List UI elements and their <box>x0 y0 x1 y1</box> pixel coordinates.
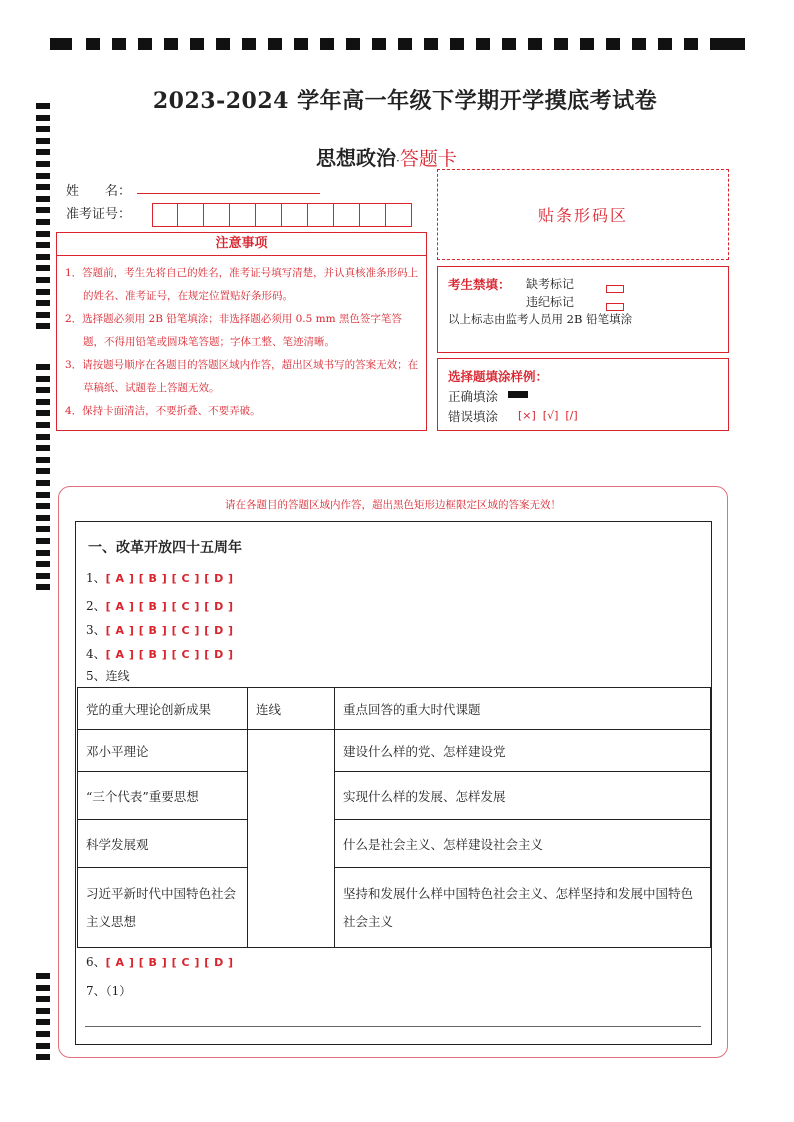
sample-title: 选择题填涂样例： <box>448 369 549 384</box>
topic-cell: 实现什么样的发展、怎样发展 <box>335 772 711 820</box>
id-box[interactable] <box>386 203 412 227</box>
question-number: 1、 <box>86 571 106 585</box>
choice-options[interactable]: [ A ] [ B ] [ C ] [ D ] <box>105 648 234 661</box>
timing-mark <box>36 985 50 991</box>
timing-mark <box>36 445 50 451</box>
timing-mark <box>36 515 50 521</box>
timing-mark <box>36 219 50 225</box>
theory-cell: 科学发展观 <box>78 820 248 868</box>
table-row <box>78 772 711 820</box>
timing-mark <box>36 503 50 509</box>
timing-mark <box>36 434 50 440</box>
question-5-label: 5、连线 <box>86 669 130 683</box>
table-row <box>78 688 711 730</box>
choice-options[interactable]: [ A ] [ B ] [ C ] [ D ] <box>105 572 234 585</box>
timing-mark <box>36 573 50 579</box>
timing-mark <box>36 973 50 979</box>
timing-mark <box>36 207 50 213</box>
timing-mark <box>36 289 50 295</box>
notice-item: 3．请按题号顺序在各题目的答题区域内作答，超出区域书写的答案无效；在草稿纸、试题卷上答题无效。 <box>65 359 419 394</box>
violation-mark-label: 违纪标记 <box>526 295 575 309</box>
timing-mark <box>36 184 50 190</box>
link-area[interactable] <box>248 730 335 948</box>
choice-options[interactable]: [ A ] [ B ] [ C ] [ D ] <box>105 624 234 637</box>
timing-mark <box>36 254 50 260</box>
name-label: 姓 名： <box>66 184 132 199</box>
answer-line[interactable] <box>85 1026 701 1027</box>
topic-cell: 什么是社会主义、怎样建设社会主义 <box>335 820 711 868</box>
timing-mark <box>36 300 50 306</box>
table-header: 连线 <box>248 688 335 730</box>
absent-mark-label: 缺考标记 <box>526 277 575 291</box>
timing-mark <box>36 561 50 567</box>
question-number: 4、 <box>86 647 106 661</box>
timing-mark <box>36 323 50 329</box>
timing-mark <box>36 242 50 248</box>
forbidden-box <box>437 266 729 353</box>
timing-mark <box>36 1019 50 1025</box>
question-number: 2、 <box>86 599 106 613</box>
subject-name: 思想政治 <box>316 146 396 170</box>
timing-mark <box>36 149 50 155</box>
topic-cell: 坚持和发展什么样中国特色社会主义、怎样坚持和发展中国特色社会主义 <box>335 868 711 948</box>
table-header: 党的重大理论创新成果 <box>78 688 248 730</box>
wrong-fill-marks: [×] [√] [/] <box>518 409 578 422</box>
timing-mark <box>36 457 50 463</box>
timing-mark <box>36 526 50 532</box>
timing-mark <box>36 196 50 202</box>
id-label: 准考证号： <box>66 207 132 222</box>
theory-cell: 习近平新时代中国特色社会主义思想 <box>78 868 248 948</box>
id-box[interactable] <box>308 203 334 227</box>
question-number: 6、 <box>86 955 106 969</box>
notice-box <box>56 232 427 431</box>
timing-mark <box>36 410 50 416</box>
timing-mark <box>36 376 50 382</box>
question-4[interactable] <box>86 645 234 662</box>
timing-mark <box>36 115 50 121</box>
topic-cell: 建设什么样的党、怎样建设党 <box>335 730 711 772</box>
question-2[interactable] <box>86 597 234 614</box>
timing-mark <box>36 422 50 428</box>
wrong-fill-label: 错误填涂 <box>448 409 499 424</box>
exam-title: 2023-2024 学年高一年级下学期开学摸底考试卷 <box>152 88 658 114</box>
timing-mark <box>36 550 50 556</box>
table-header: 重点回答的重大时代课题 <box>335 688 711 730</box>
timing-mark <box>36 584 50 590</box>
id-box[interactable] <box>256 203 282 227</box>
forbidden-label: 考生禁填： <box>448 277 511 292</box>
choice-options[interactable]: [ A ] [ B ] [ C ] [ D ] <box>105 956 234 969</box>
notice-item: 2．选择题必须用 2B 铅笔填涂；非选择题必须用 0.5 mm 黑色签字笔答题，不得用铅笔或圆珠笔答题；字体工整、笔迹清晰。 <box>65 313 402 348</box>
card-label: 答题卡 <box>399 148 457 170</box>
timing-mark <box>36 492 50 498</box>
timing-mark <box>36 1054 50 1060</box>
timing-marks-top <box>50 38 745 50</box>
timing-mark <box>36 399 50 405</box>
timing-mark <box>36 1043 50 1049</box>
id-box[interactable] <box>282 203 308 227</box>
forbidden-note: 以上标志由监考人员用 2B 铅笔填涂 <box>448 312 633 326</box>
id-box[interactable] <box>334 203 360 227</box>
timing-mark <box>36 1008 50 1014</box>
subject-title <box>316 142 457 171</box>
notice-title: 注意事项 <box>57 233 426 256</box>
timing-mark <box>36 468 50 474</box>
question-1[interactable] <box>86 569 234 586</box>
table-row <box>78 820 711 868</box>
question-3[interactable] <box>86 621 234 638</box>
matching-table <box>77 687 711 948</box>
timing-mark <box>36 265 50 271</box>
absent-mark-box[interactable] <box>606 278 624 297</box>
timing-mark <box>36 480 50 486</box>
title-separator: · <box>396 154 400 168</box>
id-box[interactable] <box>178 203 204 227</box>
section-title: 一、改革开放四十五周年 <box>88 540 242 556</box>
question-7-label: 7、（1） <box>86 984 132 998</box>
choice-options[interactable]: [ A ] [ B ] [ C ] [ D ] <box>105 600 234 613</box>
notice-item: 4．保持卡面清洁，不要折叠、不要弄破。 <box>65 405 261 417</box>
timing-mark <box>36 538 50 544</box>
id-box[interactable] <box>204 203 230 227</box>
theory-cell: 邓小平理论 <box>78 730 248 772</box>
timing-mark <box>36 1031 50 1037</box>
correct-fill-label: 正确填涂 <box>448 389 499 404</box>
timing-mark <box>36 161 50 167</box>
question-number: 3、 <box>86 623 106 637</box>
timing-mark <box>36 126 50 132</box>
theory-cell: “三个代表”重要思想 <box>78 772 248 820</box>
name-field[interactable] <box>137 193 320 194</box>
table-row <box>78 730 711 772</box>
timing-mark <box>36 231 50 237</box>
timing-mark <box>36 138 50 144</box>
timing-mark <box>36 387 50 393</box>
timing-mark <box>36 996 50 1002</box>
notice-item: 1．答题前，考生先将自己的姓名，准考证号填写清楚，并认真核准条形码上的姓名、准考证号，在规定位置贴好条形码。 <box>65 267 419 302</box>
id-box[interactable] <box>360 203 386 227</box>
timing-mark <box>36 277 50 283</box>
timing-mark <box>36 173 50 179</box>
table-row <box>78 868 711 948</box>
timing-mark <box>36 364 50 370</box>
barcode-area: 贴条形码区 <box>437 169 729 260</box>
timing-mark <box>36 312 50 318</box>
id-boxes[interactable] <box>152 203 412 227</box>
question-6[interactable] <box>86 953 234 970</box>
answer-region-warning: 请在各题目的答题区域内作答，超出黑色矩形边框限定区域的答案无效！ <box>225 499 561 511</box>
filled-mark-icon <box>508 391 528 398</box>
id-box[interactable] <box>230 203 256 227</box>
fill-sample-box <box>437 358 729 431</box>
id-box[interactable] <box>152 203 178 227</box>
